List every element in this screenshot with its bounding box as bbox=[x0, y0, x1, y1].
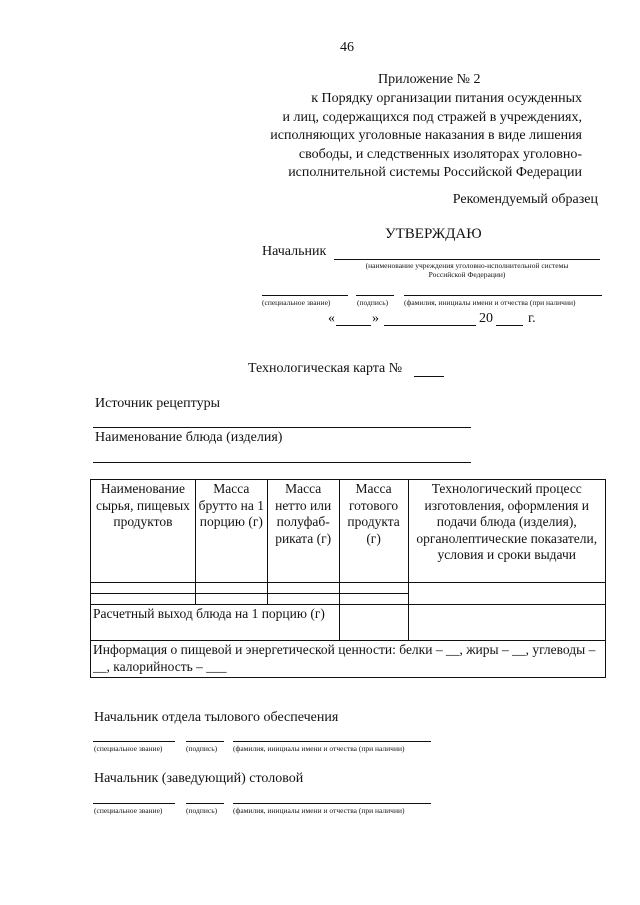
appendix-line: и лиц, содержащихся под стражей в учреждениях, bbox=[282, 109, 582, 125]
appendix-line: свободы, и следственных изоляторах уголовно- bbox=[298, 146, 582, 162]
dish-name-line[interactable] bbox=[93, 462, 471, 463]
canteen-name-caption: (фамилия, инициалы имени и отчества (при наличии) bbox=[233, 806, 405, 815]
header-gross-mass: Масса брутто на 1 порцию (г) bbox=[195, 480, 267, 583]
table-cell[interactable] bbox=[195, 583, 267, 594]
canteen-rank-caption: (специальное звание) bbox=[94, 806, 163, 815]
institution-line[interactable] bbox=[334, 259, 600, 260]
date-open-quote: « bbox=[328, 311, 335, 326]
tech-card-table bbox=[90, 479, 606, 678]
logistics-rank-line[interactable] bbox=[93, 741, 175, 742]
canteen-rank-line[interactable] bbox=[93, 803, 175, 804]
approve-heading: УТВЕРЖДАЮ bbox=[385, 226, 482, 242]
table-header-row bbox=[91, 480, 606, 583]
logistics-name-line[interactable] bbox=[233, 741, 431, 742]
institution-caption-1: (наименование учреждения уголовно-исполнительной системы bbox=[365, 261, 569, 270]
table-cell[interactable] bbox=[339, 583, 408, 594]
appendix-description bbox=[270, 90, 582, 183]
page-number: 46 bbox=[340, 40, 354, 55]
signature-line[interactable] bbox=[356, 295, 394, 296]
canteen-head-title: Начальник (заведующий) столовой bbox=[94, 771, 304, 786]
table-cell[interactable] bbox=[91, 583, 196, 594]
output-label bbox=[91, 605, 340, 641]
tech-card-title: Технологическая карта № bbox=[248, 361, 403, 376]
table-cell[interactable] bbox=[195, 594, 267, 605]
output-value-cell[interactable] bbox=[339, 605, 408, 641]
canteen-signature-line[interactable] bbox=[186, 803, 224, 804]
signature-caption: (подпись) bbox=[357, 298, 389, 307]
dish-name-label: Наименование блюда (изделия) bbox=[95, 430, 283, 445]
recipe-source-label: Источник рецептуры bbox=[95, 396, 220, 411]
chief-label: Начальник bbox=[262, 244, 327, 259]
output-label-text: Расчетный выход блюда на 1 порцию (г) bbox=[93, 606, 325, 621]
date-month-line[interactable] bbox=[384, 325, 476, 326]
canteen-signature-caption: (подпись) bbox=[186, 806, 218, 815]
logistics-signature-line[interactable] bbox=[186, 741, 224, 742]
header-tech-process: Технологический процесс изготовления, оформления и подачи блюда (изделия), органолептические показатели, условия и сроки выдачи bbox=[408, 480, 605, 583]
date-year-line[interactable] bbox=[496, 325, 523, 326]
header-ingredients: Наименование сырья, пищевых продуктов bbox=[91, 480, 196, 583]
table-cell[interactable] bbox=[408, 583, 605, 605]
name-line[interactable] bbox=[404, 295, 602, 296]
appendix-line: исполняющих уголовные наказания в виде лишения bbox=[270, 128, 582, 143]
appendix-line: к Порядку организации питания осужденных bbox=[311, 91, 582, 106]
table-cell[interactable] bbox=[267, 594, 339, 605]
output-row bbox=[91, 605, 606, 641]
header-net-mass: Масса нетто или полуфаб-риката (г) bbox=[267, 480, 339, 583]
date-close-quote: » bbox=[372, 311, 379, 326]
output-extra-cell[interactable] bbox=[408, 605, 605, 641]
logistics-head-title: Начальник отдела тылового обеспечения bbox=[94, 710, 339, 725]
header-finished-mass: Масса готового продукта (г) bbox=[339, 480, 408, 583]
canteen-name-line[interactable] bbox=[233, 803, 431, 804]
table-cell[interactable] bbox=[267, 583, 339, 594]
year-prefix: 20 bbox=[479, 311, 493, 326]
rank-caption: (специальное звание) bbox=[262, 298, 331, 307]
logistics-name-caption: (фамилия, инициалы имени и отчества (при наличии) bbox=[233, 744, 405, 753]
table-row bbox=[91, 583, 606, 594]
recommended-sample: Рекомендуемый образец bbox=[452, 192, 598, 207]
year-suffix: г. bbox=[528, 311, 536, 326]
nutrition-row bbox=[91, 641, 606, 678]
tech-card-number-line[interactable] bbox=[414, 376, 444, 377]
name-caption: (фамилия, инициалы имени и отчества (при наличии) bbox=[404, 298, 576, 307]
appendix-line: исполнительной системы Российской Федерации bbox=[288, 165, 582, 180]
table-cell[interactable] bbox=[91, 594, 196, 605]
logistics-rank-caption: (специальное звание) bbox=[94, 744, 163, 753]
nutrition-info: Информация о пищевой и энергетической ценности: белки – __, жиры – __, углеводы – __, калорийность – ___ bbox=[91, 641, 606, 678]
table-cell[interactable] bbox=[339, 594, 408, 605]
rank-line[interactable] bbox=[262, 295, 348, 296]
recipe-source-line[interactable] bbox=[93, 427, 471, 428]
appendix-title: Приложение № 2 bbox=[378, 72, 481, 87]
institution-caption-2: Российской Федерации) bbox=[428, 270, 506, 279]
date-day-line[interactable] bbox=[336, 325, 371, 326]
logistics-signature-caption: (подпись) bbox=[186, 744, 218, 753]
